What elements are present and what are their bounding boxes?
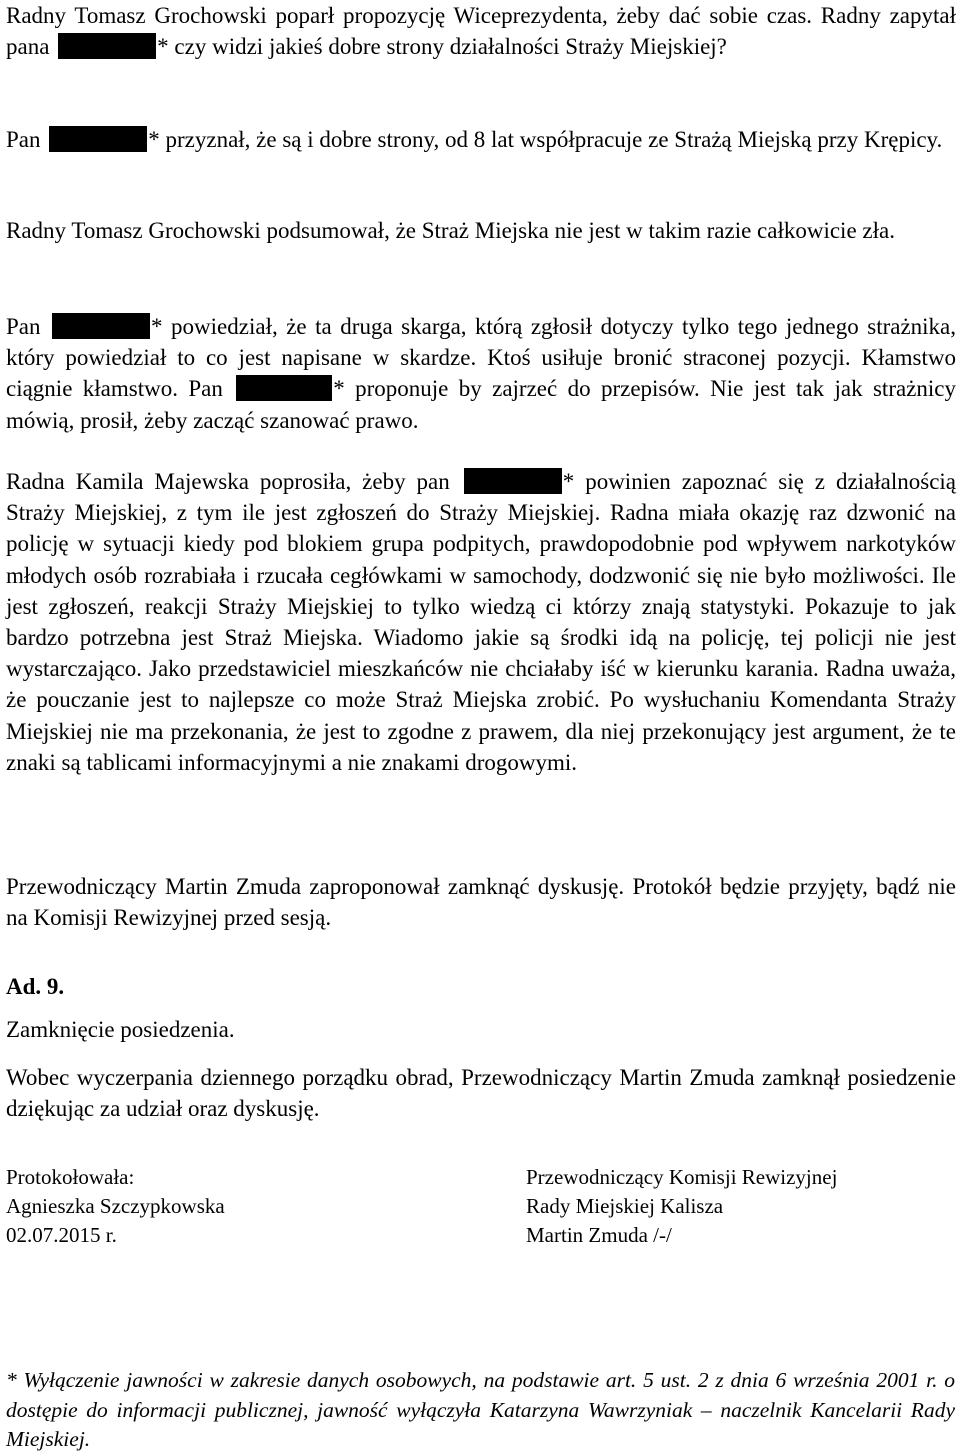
- paragraph-text: Radny Tomasz Grochowski poparł propozycję Wiceprezydenta, żeby dać sobie czas. Radny zapytał pana: [6, 3, 956, 60]
- paragraph-pan-complaint: [6, 311, 956, 436]
- redaction-box: [52, 313, 150, 339]
- redaction-box: [49, 126, 147, 152]
- paragraph-text: Radna Kamila Majewska poprosiła, żeby pan: [6, 469, 461, 494]
- signature-organization: Rady Miejskiej Kalisza: [526, 1194, 724, 1218]
- signature-right: [526, 1163, 837, 1250]
- agenda-heading: Ad. 9.: [6, 974, 65, 999]
- paragraph-text: * proponuje by zajrzeć do przepisów. Nie jest tak jak strażnicy mówią, prosił, żeby zacząć szanować prawo.: [6, 376, 956, 433]
- paragraph-zmuda-closing: Przewodniczący Martin Zmuda zaproponował zamknąć dyskusję. Protokół będzie przyjęty, bądź nie na Komisji Rewizyjnej przed sesją.: [6, 874, 956, 931]
- paragraph-text: * przyznał, że są i dobre strony, od 8 lat współpracuje ze Strażą Miejską przy Krępicy.: [148, 127, 943, 152]
- signature-date: 02.07.2015 r.: [6, 1223, 117, 1247]
- paragraph-grochowski-summary: Radny Tomasz Grochowski podsumował, że Straż Miejska nie jest w takim razie całkowicie zła.: [6, 218, 895, 243]
- signature-name: Agnieszka Szczypkowska: [6, 1194, 225, 1218]
- signature-role: Przewodniczący Komisji Rewizyjnej: [526, 1165, 838, 1189]
- redaction-box: [236, 375, 332, 401]
- redaction-box: [58, 33, 156, 59]
- signature-role: Protokołowała:: [6, 1165, 135, 1189]
- paragraph-text: * czy widzi jakieś dobre strony działalności Straży Miejskiej?: [157, 34, 727, 60]
- paragraph-text: * powinien zapoznać się z działalnością Straży Miejskiej, z tym ile jest zgłoszeń do Straży Miejskiej. Radna miała okazję raz dzwonić na policję w sytuacji kiedy pod blokiem grupa podpitych, prawdopodobnie pod wpływem narkotyków młodych osób rozrabiała i rzucała cegłówkami w samochody, dodzwonić się nie było możliwości. Ile jest zgłoszeń, reakcji Straży Miejskiej to tylko wiedzą ci którzy znają statystyki. Pokazuje to jak bardzo potrzebna jest Straż Miejska. Wiadomo jakie są środki idą na policję, tej policji nie jest wystarczająco. Jako przedstawiciel mieszkańców nie chciałaby iść w kierunku karania. Radna uważa, że pouczanie jest to najlepsze co może Straż Miejska zrobić. Po wysłuchaniu Komendanta Straży Miejskiej nie ma przekonania, że jest to zgodne z prawem, dla niej przekonujący jest argument, że te znaki są tablicami informacyjnymi a nie znakami drogowymi.: [6, 469, 956, 775]
- paragraph-pan-answer: [6, 124, 956, 155]
- paragraph-grochowski-question: [6, 0, 956, 62]
- paragraph-majewska: [6, 466, 956, 778]
- agenda-title: Zamknięcie posiedzenia.: [6, 1017, 235, 1042]
- signature-name: Martin Zmuda /-/: [526, 1223, 672, 1247]
- paragraph-text: * powiedział, że ta druga skarga, którą zgłosił dotyczy tylko tego jednego strażnika, który powiedział to co jest napisane w skardze. Ktoś usiłuje bronić straconej pozycji. Kłamstwo ciągnie kłamstwo. Pan: [6, 314, 957, 402]
- signature-left: [6, 1163, 225, 1250]
- paragraph-text: Pan: [6, 314, 50, 339]
- paragraph-text: Pan: [6, 127, 47, 152]
- footnote: * Wyłączenie jawności w zakresie danych osobowych, na podstawie art. 5 ust. 2 z dnia 6 września 2001 r. o dostępie do informacji publicznej, jawność wyłączyła Katarzyna Wawrzyniak – naczelnik Kancelarii Rady Miejskiej.: [6, 1368, 955, 1451]
- redaction-box: [464, 468, 562, 494]
- agenda-text: Wobec wyczerpania dziennego porządku obrad, Przewodniczący Martin Zmuda zamknął posiedzenie dziękując za udział oraz dyskusję.: [6, 1065, 956, 1122]
